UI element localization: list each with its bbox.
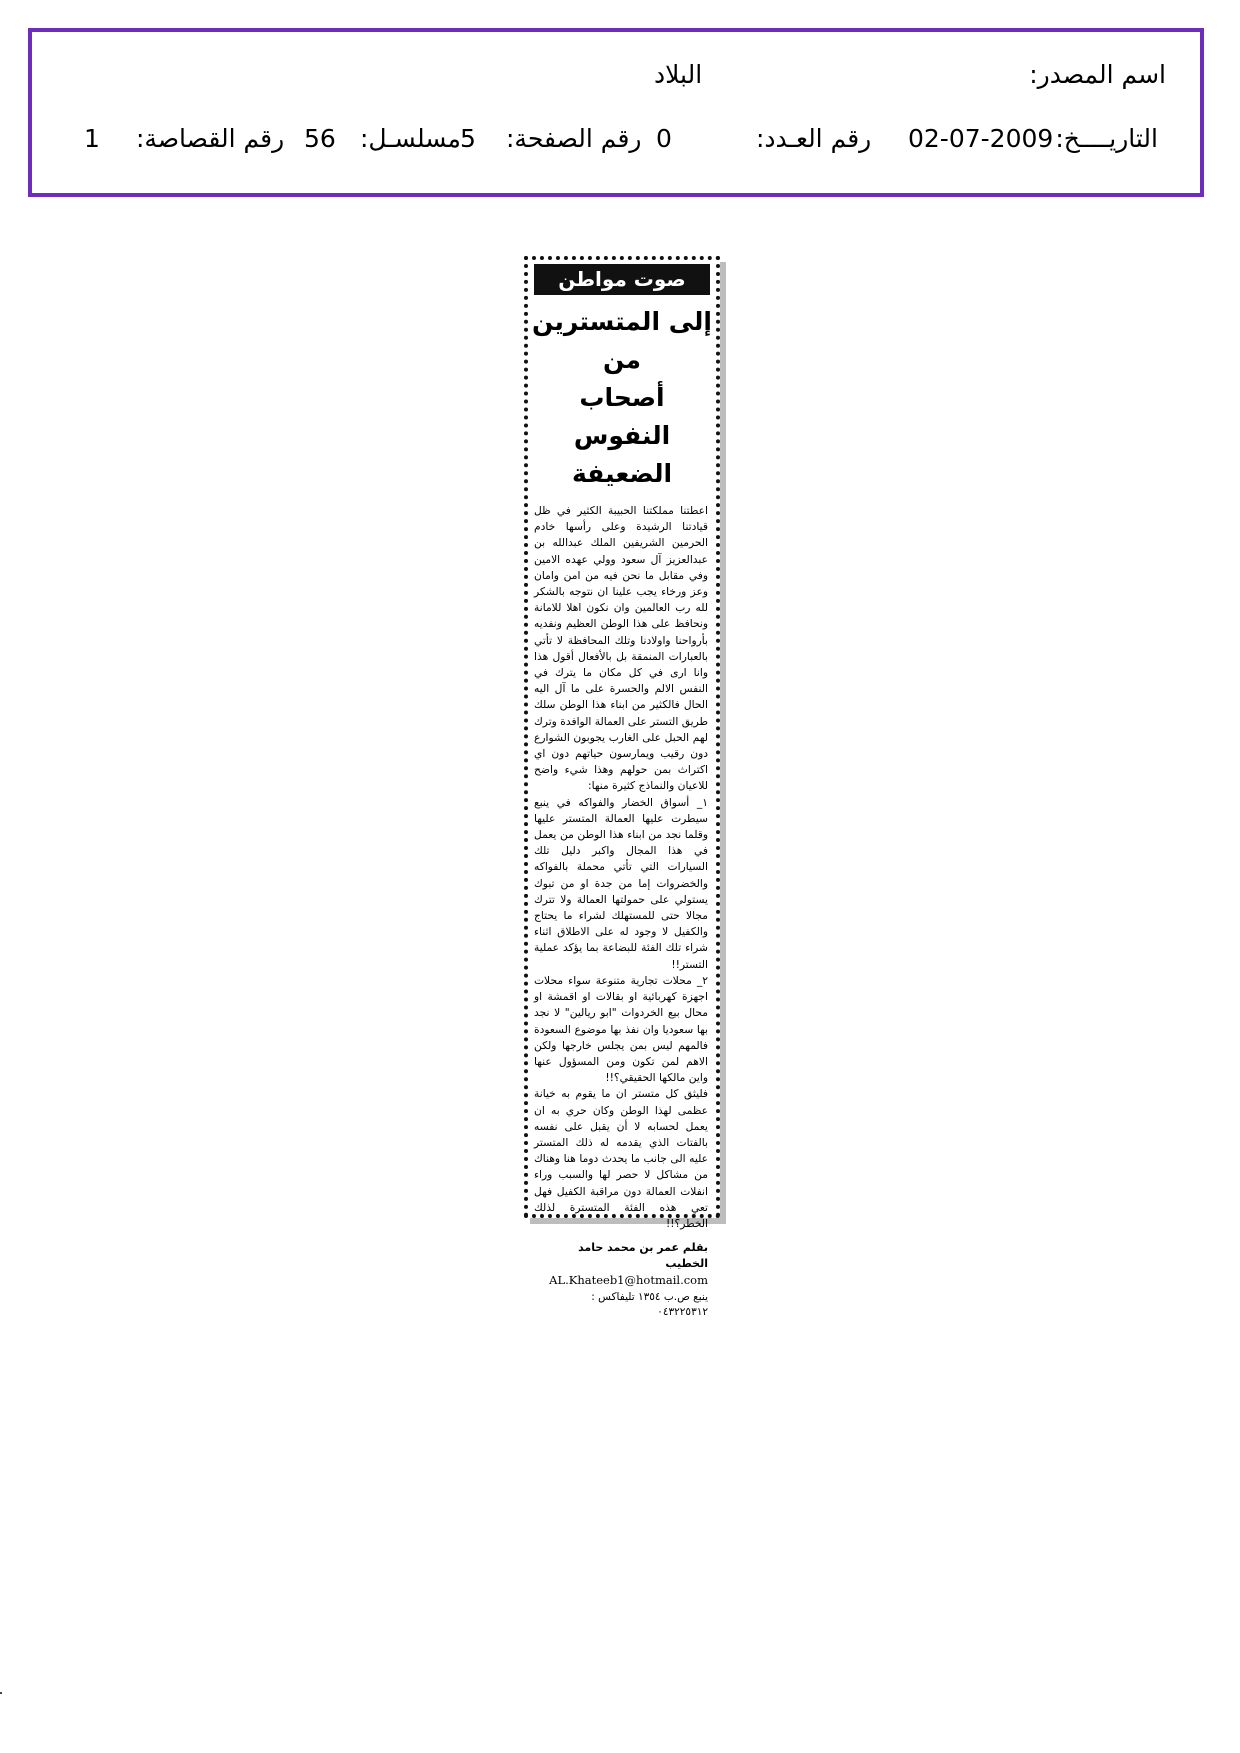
author-byline: بقلم عمر بن محمد حامد الخطيب <box>578 1241 708 1271</box>
source-value: البلاد <box>654 60 703 89</box>
issue-label: رقم العـدد: <box>756 124 872 153</box>
article-paragraph: فليثق كل متستر ان ما يقوم به خيانة عظمى لهذا الوطن وكان حري به ان يعمل لحسابه لا أن يقبل على نفسه بالفتات الذي يقدمه له ذلك المتستر عليه الى جانب ما يحدث دوما هنا وهناك من مشاكل لا حصر لها والسبب وراء انفلات العمالة دون مراقبة الكفيل فهل تعي هذه الفئة المتسترة لذلك الخطر؟!! <box>534 1087 708 1230</box>
author-email: AL.Khateeb1@hotmail.com <box>549 1273 708 1288</box>
scan-speck <box>0 1692 2 1694</box>
article-paragraph: ٢_ محلات تجارية متنوعة سواء محلات اجهزة كهربائية او بقالات او اقمشة او محال بيع الخردوات "ابو ريالين" لا نجد بها سعوديا وان نفذ بها موضوع السعودة فالمهم ليس بمن يجلس خارجها ولكن الاهم لمن تكون ومن المسؤول عنها واين مالكها الحقيقي؟!! <box>534 973 708 1085</box>
author-address <box>534 1290 708 1320</box>
serial-value: 56 <box>304 124 336 153</box>
issue-value: 0 <box>656 124 672 153</box>
article-body <box>534 503 708 1232</box>
clip-label: رقم القصاصة: <box>136 124 285 153</box>
page-label: رقم الصفحة: <box>506 124 642 153</box>
address-line-2: ٠٤٣٢٢٥٣١٢ <box>657 1306 708 1319</box>
headline-line-2: أصحاب النفوس الضعيفة <box>571 383 673 488</box>
column-kicker: صوت مواطن <box>534 264 710 295</box>
article-headline <box>532 303 712 493</box>
metadata-box <box>28 28 1204 197</box>
article-paragraph: ١_ أسواق الخضار والفواكه في ينبع سيطرت عليها العمالة المتستر عليها وقلما نجد من ابناء هذا الوطن من يعمل في هذا المجال واكبر دليل تلك السيارات التي تأتي محملة بالفواكه والخضروات إما من جدة او من تبوك يستولي على حمولتها العمالة ولا تترك مجالا حتى للمستهلك لشراء ما يحتاج والكفيل لا وجود له على الاطلاق اثناء شراء تلك الفئة للبضاعة بما يؤكد عملية التستر!! <box>534 795 708 971</box>
address-line-1: ينبع ص.ب ١٣٥٤ تليفاكس : <box>591 1291 708 1304</box>
date-label: التاريــــخ: <box>1055 124 1158 153</box>
page-value: 5 <box>460 124 476 153</box>
source-label: اسم المصدر: <box>1029 60 1166 89</box>
clip-value: 1 <box>84 124 100 153</box>
newspaper-clipping <box>524 256 720 1319</box>
headline-line-1: إلى المتسترين من <box>532 307 712 374</box>
article-paragraph: اعطتنا مملكتنا الحبيبة الكثير في ظل قيادتنا الرشيدة وعلى رأسها خادم الحرمين الشريفين الملك عبدالله بن عبدالعزيز آل سعود وولي عهده الامين وفي مقابل ما نحن فيه من امن وامان وعز ورخاء يجب علينا ان نتوجه بالشكر لله رب العالمين وان نكون اهلا للامانة ونحافظ على هذا الوطن العظيم ونفديه بأرواحنا واولادنا وتلك المحافظة لا تأتي بالعبارات المنمقة بل بالأفعال أقول هذا وانا ارى في كل مكان ما يترك في النفس الالم والحسرة على ما آل اليه الحال فالكثير من ابناء هذا الوطن سلك طريق التستر على العمالة الوافدة وترك لهم الحبل على الغارب يجوبون الشوارع دون رقيب ويمارسون حياتهم دون اي اكتراث بمن حولهم وهذا شيء واضح للاعيان والنماذج كثيرة منها: <box>534 504 708 793</box>
date-value: 02-07-2009 <box>908 124 1054 153</box>
serial-label: مسلسـل: <box>360 124 461 153</box>
